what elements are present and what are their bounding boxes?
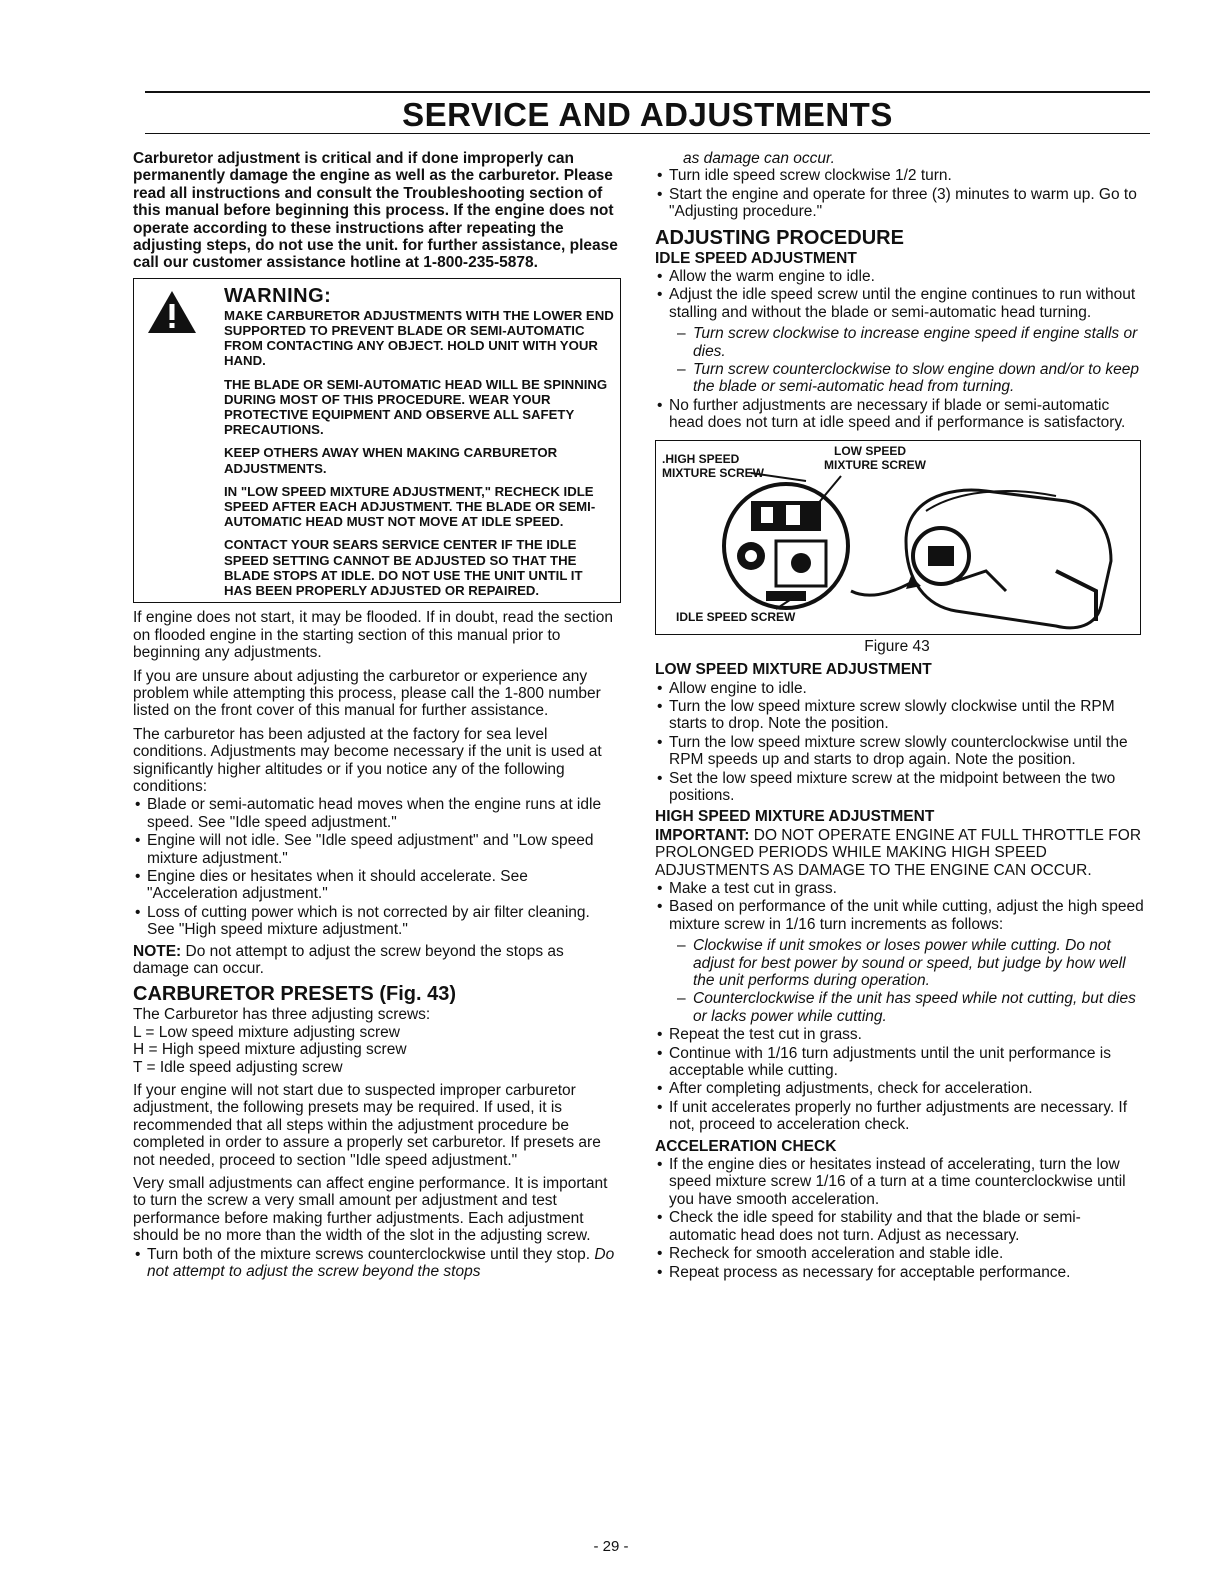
turn-both-italic: Do not attempt to adjust the screw beyond the stops — [147, 1245, 615, 1281]
list-item: • Adjust the idle speed screw until the engine continues to run without stalling and without the blade or semi-automatic head turning. — [655, 286, 1145, 321]
list-item: • Engine dies or hesitates when it should accelerate. See "Acceleration adjustment." — [133, 868, 621, 903]
presets-intro: The Carburetor has three adjusting screws: — [133, 1006, 431, 1024]
list-item: • Engine will not idle. See "Idle speed adjustment" and "Low speed mixture adjustment." — [133, 832, 621, 867]
conditions-list — [133, 796, 621, 938]
high-speed-bullets — [655, 880, 1145, 933]
list-item: • Start the engine and operate for three (3) minutes to warm up. Go to "Adjusting procedure." — [655, 186, 1145, 221]
list-item: • After completing adjustments, check for acceleration. — [655, 1080, 1145, 1097]
page-title: SERVICE AND ADJUSTMENTS — [402, 96, 893, 133]
warning-p4: IN "LOW SPEED MIXTURE ADJUSTMENT," RECHECK IDLE SPEED AFTER EACH ADJUSTMENT. THE BLADE OR SEMI-AUTOMATIC HEAD MUST NOT MOVE AT IDLE SPEED. — [224, 483, 596, 530]
turn-both-text: Turn both of the mixture screws counterclockwise until they stop. — [147, 1245, 595, 1263]
presets-paragraph: If your engine will not start due to suspected improper carburetor adjustment, the following presets may be required. If used, it is recommended that all steps within the adjustment procedure be completed in order to assure a properly set carburetor. If presets are not needed, proceed to section "Idle speed adjustment." — [133, 1082, 601, 1169]
idle-speed-label: IDLE SPEED SCREW — [676, 609, 796, 624]
list-item: • Turn the low speed mixture screw slowly clockwise until the RPM starts to drop. Note the position. — [655, 698, 1145, 733]
figure-caption: Figure 43 — [864, 637, 930, 655]
warning-p1: MAKE CARBURETOR ADJUSTMENTS WITH THE LOWER END SUPPORTED TO PREVENT BLADE OR SEMI-AUTOMATIC FROM CONTACTING ANY OBJECT. HOLD UNIT WITH YOUR HAND. — [224, 307, 614, 369]
low-speed-label-1: LOW SPEED — [834, 443, 907, 458]
flooded-paragraph: If engine does not start, it may be flooded. If in doubt, read the section on flooded engine in the starting section of this manual prior to beginning any adjustments. — [133, 609, 613, 662]
idle-heading: IDLE SPEED ADJUSTMENT — [655, 249, 857, 267]
note-text: Do not attempt to adjust the screw beyond the stops as damage can occur. — [133, 942, 564, 978]
list-item: • Blade or semi-automatic head moves when the engine runs at idle speed. See "Idle speed adjustment." — [133, 796, 621, 831]
right-column — [655, 150, 1145, 1285]
acceleration-heading: ACCELERATION CHECK — [655, 1137, 837, 1155]
list-item: • Continue with 1/16 turn adjustments until the unit performance is acceptable while cutting. — [655, 1045, 1145, 1080]
intro-paragraph: Carburetor adjustment is critical and if done improperly can permanently damage the engine as well as the carburetor. Please read all instructions and consult the Troubleshooting section of this manual before beginning this process. If the engine does not operate according to these instructions after repeating the adjusting steps, do not use the unit. for further assistance, please call our customer assistance hotline at 1-800-235-5878. — [133, 150, 618, 272]
small-adjustments-paragraph: Very small adjustments can affect engine performance. It is important to turn the screw a very small amount per adjustment and test performance before making further adjustments. Each adjustment should be no more than the width of the slot in the adjusting screw. — [133, 1175, 608, 1245]
important-text: DO NOT OPERATE ENGINE AT FULL THROTTLE FOR PROLONGED PERIODS WHILE MAKING HIGH SPEED ADJUSTMENTS AS DAMAGE TO THE ENGINE CAN OCCUR. — [655, 826, 1142, 879]
high-speed-label-1: .HIGH SPEED — [662, 451, 740, 466]
important-paragraph — [655, 827, 1145, 879]
list-item: • Turn idle speed screw clockwise 1/2 turn. — [655, 167, 1145, 184]
list-item: • If the engine dies or hesitates instead of accelerating, turn the low speed mixture screw 1/16 of a turn at a time counterclockwise until you have smooth acceleration. — [655, 1156, 1145, 1208]
list-item: • Set the low speed mixture screw at the midpoint between the two positions. — [655, 770, 1145, 805]
title-underline — [145, 133, 1150, 134]
presets-heading: CARBURETOR PRESETS (Fig. 43) — [133, 983, 456, 1006]
continued-italic: as damage can occur. — [683, 150, 835, 167]
adjusting-heading: ADJUSTING PROCEDURE — [655, 226, 904, 249]
top-rule — [145, 91, 1150, 93]
factory-paragraph: The carburetor has been adjusted at the factory for sea level conditions. Adjustments may become necessary if the unit is used at significantly higher altitudes or if you notice any of the following conditions: — [133, 725, 602, 795]
unsure-paragraph: If you are unsure about adjusting the carburetor or experience any problem while attempting this process, please call the 1-800 number listed on the front cover of this manual for further assistance. — [133, 667, 601, 720]
list-item — [133, 1246, 621, 1281]
list-item: • Make a test cut in grass. — [655, 880, 1145, 897]
figure-43 — [655, 440, 1141, 635]
warning-p3: KEEP OTHERS AWAY WHEN MAKING CARBURETOR ADJUSTMENTS. — [224, 445, 558, 476]
screw-t: T = Idle speed adjusting screw — [133, 1058, 343, 1076]
warning-p5: CONTACT YOUR SEARS SERVICE CENTER IF THE IDLE SPEED SETTING CANNOT BE ADJUSTED SO THAT THE BLADE STOPS AT IDLE. DO NOT USE THE UNIT UNTIL IT HAS BEEN PROPERLY ADJUSTED OR REPAIRED. — [224, 537, 583, 599]
high-speed-heading: HIGH SPEED MIXTURE ADJUSTMENT — [655, 808, 935, 826]
list-item: • If unit accelerates properly no further adjustments are necessary. If not, proceed to acceleration check. — [655, 1099, 1145, 1134]
warning-title: WARNING: — [224, 284, 332, 307]
high-speed-bullets-2 — [655, 1026, 1145, 1133]
idle-dash-2: – Turn screw counterclockwise to slow engine down and/or to keep the blade or semi-automatic head from turning. — [655, 361, 1145, 396]
left-column — [133, 150, 621, 1285]
list-item: • Check the idle speed for stability and that the blade or semi-automatic head does not turn. Adjust as necessary. — [655, 1209, 1145, 1244]
list-item: • Allow engine to idle. — [655, 680, 1145, 697]
list-item: • Loss of cutting power which is not corrected by air filter cleaning. See "High speed mixture adjustment." — [133, 904, 621, 939]
page-number: - 29 - — [593, 1538, 629, 1555]
high-dash-2: – Counterclockwise if the unit has speed while not cutting, but dies or lacks power while cutting. — [655, 990, 1145, 1025]
high-dash-1: – Clockwise if unit smokes or loses power while cutting. Do not adjust for best power by sound or speed, but judge by how well the unit performs during operation. — [655, 937, 1145, 989]
list-item: • Turn the low speed mixture screw slowly counterclockwise until the RPM speeds up and starts to drop again. Note the position. — [655, 734, 1145, 769]
list-item: • No further adjustments are necessary if blade or semi-automatic head does not turn at idle speed and if performance is satisfactory. — [655, 397, 1145, 432]
screw-h: H = High speed mixture adjusting screw — [133, 1041, 407, 1059]
list-item: • Repeat the test cut in grass. — [655, 1026, 1145, 1043]
acceleration-bullets — [655, 1156, 1145, 1281]
list-item: • Repeat process as necessary for acceptable performance. — [655, 1264, 1145, 1281]
warning-box — [133, 278, 621, 603]
list-item: • Based on performance of the unit while cutting, adjust the high speed mixture screw in 1/16 turn increments as follows: — [655, 898, 1145, 933]
note-paragraph — [133, 943, 621, 978]
low-speed-label-2: MIXTURE SCREW — [824, 457, 926, 472]
preset-bullets — [655, 167, 1145, 220]
idle-bullets — [655, 268, 1145, 321]
list-item: • Recheck for smooth acceleration and stable idle. — [655, 1245, 1145, 1262]
list-item: • Allow the warm engine to idle. — [655, 268, 1145, 285]
important-label: IMPORTANT: — [655, 826, 750, 844]
warning-p2: THE BLADE OR SEMI-AUTOMATIC HEAD WILL BE SPINNING DURING MOST OF THIS PROCEDURE. WEAR YOUR PROTECTIVE EQUIPMENT AND OBSERVE ALL SAFETY PRECAUTIONS. — [224, 376, 608, 438]
low-speed-bullets — [655, 680, 1145, 805]
screw-l: L = Low speed mixture adjusting screw — [133, 1023, 400, 1041]
low-speed-heading: LOW SPEED MIXTURE ADJUSTMENT — [655, 661, 932, 679]
note-label: NOTE: — [133, 942, 182, 960]
turn-both-list — [133, 1246, 621, 1281]
idle-bullets-2 — [655, 397, 1145, 432]
idle-dash-1: – Turn screw clockwise to increase engine speed if engine stalls or dies. — [655, 325, 1145, 360]
warning-triangle-icon — [146, 289, 198, 335]
high-speed-label-2: MIXTURE SCREW — [662, 465, 764, 480]
